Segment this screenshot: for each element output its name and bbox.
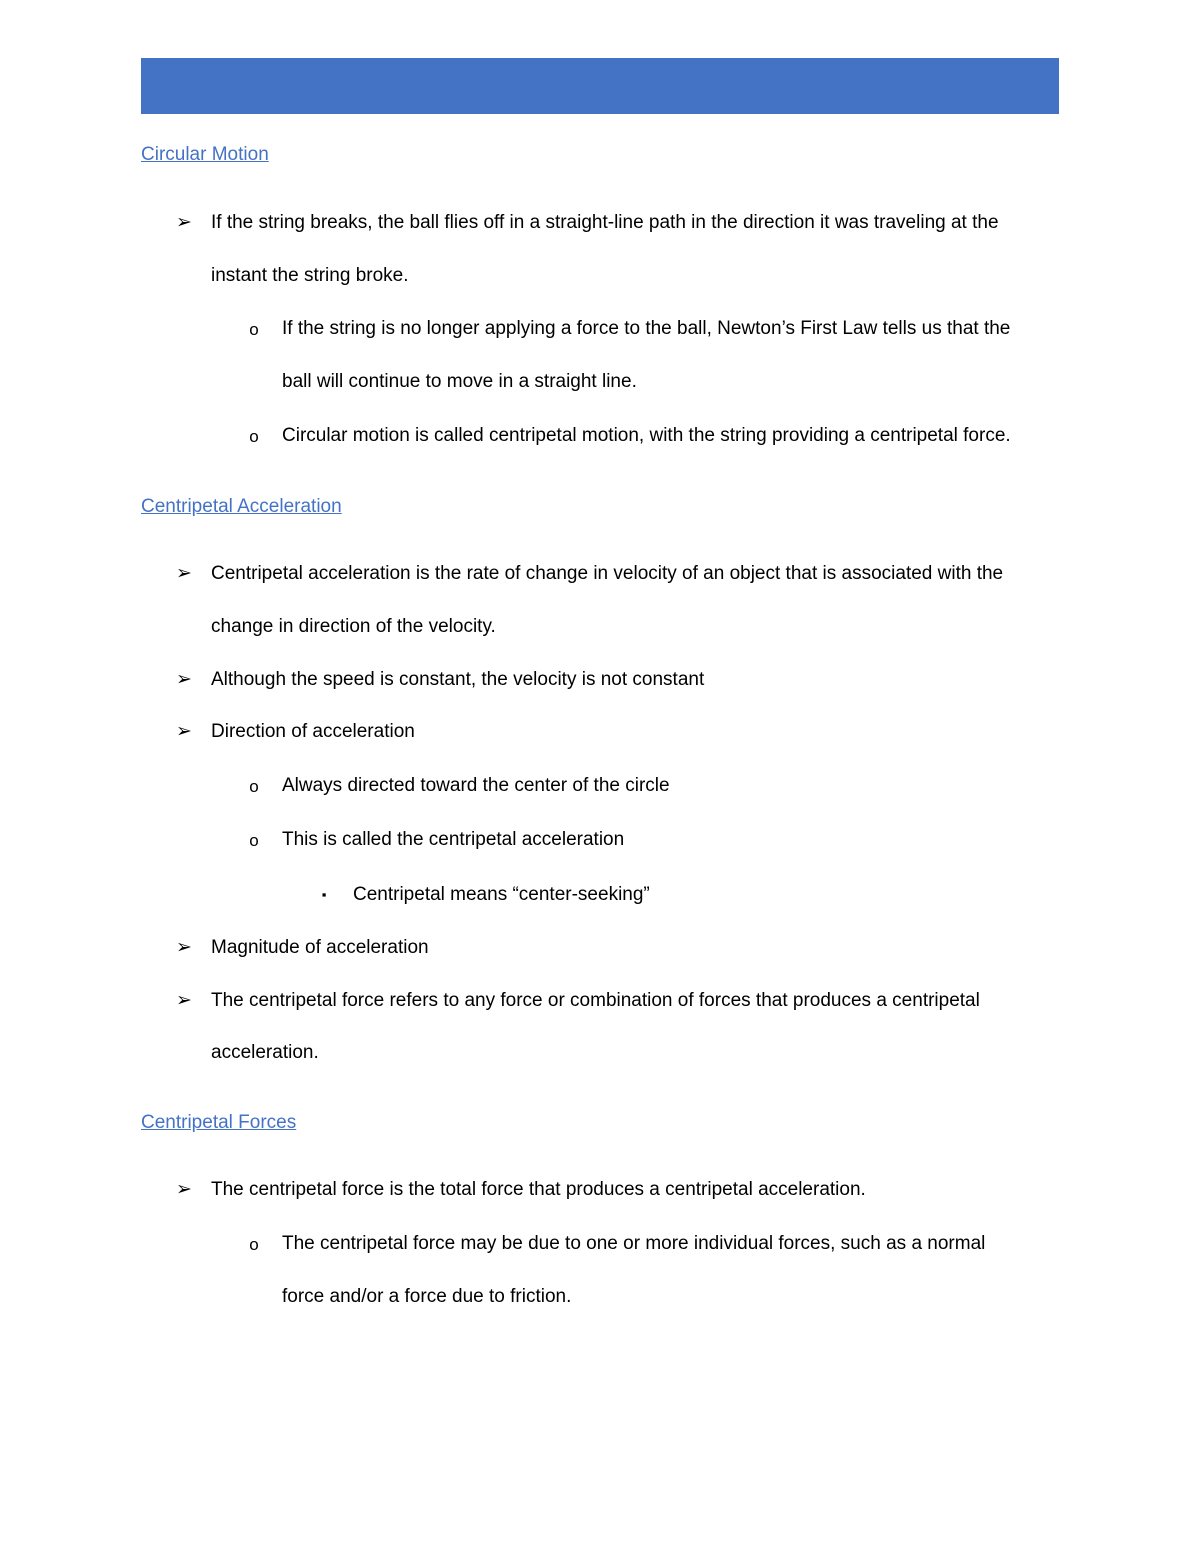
circle-bullet-icon: o xyxy=(249,320,259,339)
arrow-bullet-icon: ➢ xyxy=(176,990,192,1011)
list-item-continuation: force and/or a force due to friction. xyxy=(282,1286,572,1307)
arrow-bullet-icon: ➢ xyxy=(176,669,192,690)
heading-centripetal-forces: Centripetal Forces xyxy=(141,1112,297,1133)
list-item: Magnitude of acceleration xyxy=(211,937,429,958)
arrow-bullet-icon: ➢ xyxy=(176,1179,192,1200)
list-item: If the string breaks, the ball flies off in a straight-line path in the direction it was traveling at the xyxy=(211,212,999,233)
circle-bullet-icon: o xyxy=(249,777,259,796)
circle-bullet-icon: o xyxy=(249,1235,259,1254)
arrow-bullet-icon: ➢ xyxy=(176,212,192,233)
list-item-continuation: ball will continue to move in a straight line. xyxy=(282,371,637,392)
header-band xyxy=(141,58,1059,114)
list-item: Direction of acceleration xyxy=(211,721,415,742)
circle-bullet-icon: o xyxy=(249,831,259,850)
list-item: This is called the centripetal acceleration xyxy=(282,829,625,850)
heading-circular-motion: Circular Motion xyxy=(141,144,269,165)
heading-centripetal-acceleration: Centripetal Acceleration xyxy=(141,496,342,517)
list-item: The centripetal force refers to any force or combination of forces that produces a centripetal xyxy=(211,990,980,1011)
arrow-bullet-icon: ➢ xyxy=(176,563,192,584)
list-item: Centripetal acceleration is the rate of change in velocity of an object that is associated with the xyxy=(211,563,1004,584)
list-item: Always directed toward the center of the circle xyxy=(282,775,670,796)
list-item: Although the speed is constant, the velocity is not constant xyxy=(211,669,705,690)
list-item: Circular motion is called centripetal motion, with the string providing a centripetal force. xyxy=(282,425,1011,446)
list-item: The centripetal force may be due to one or more individual forces, such as a normal xyxy=(282,1233,986,1254)
list-item: The centripetal force is the total force that produces a centripetal acceleration. xyxy=(211,1179,866,1200)
circle-bullet-icon: o xyxy=(249,427,259,446)
list-item-continuation: instant the string broke. xyxy=(211,265,409,286)
list-item-continuation: change in direction of the velocity. xyxy=(211,616,496,637)
list-item: If the string is no longer applying a force to the ball, Newton’s First Law tells us that the xyxy=(282,318,1011,339)
arrow-bullet-icon: ➢ xyxy=(176,721,192,742)
arrow-bullet-icon: ➢ xyxy=(176,937,192,958)
list-item: Centripetal means “center-seeking” xyxy=(353,884,650,905)
square-bullet-icon: ▪ xyxy=(321,887,327,902)
list-item-continuation: acceleration. xyxy=(211,1042,319,1063)
